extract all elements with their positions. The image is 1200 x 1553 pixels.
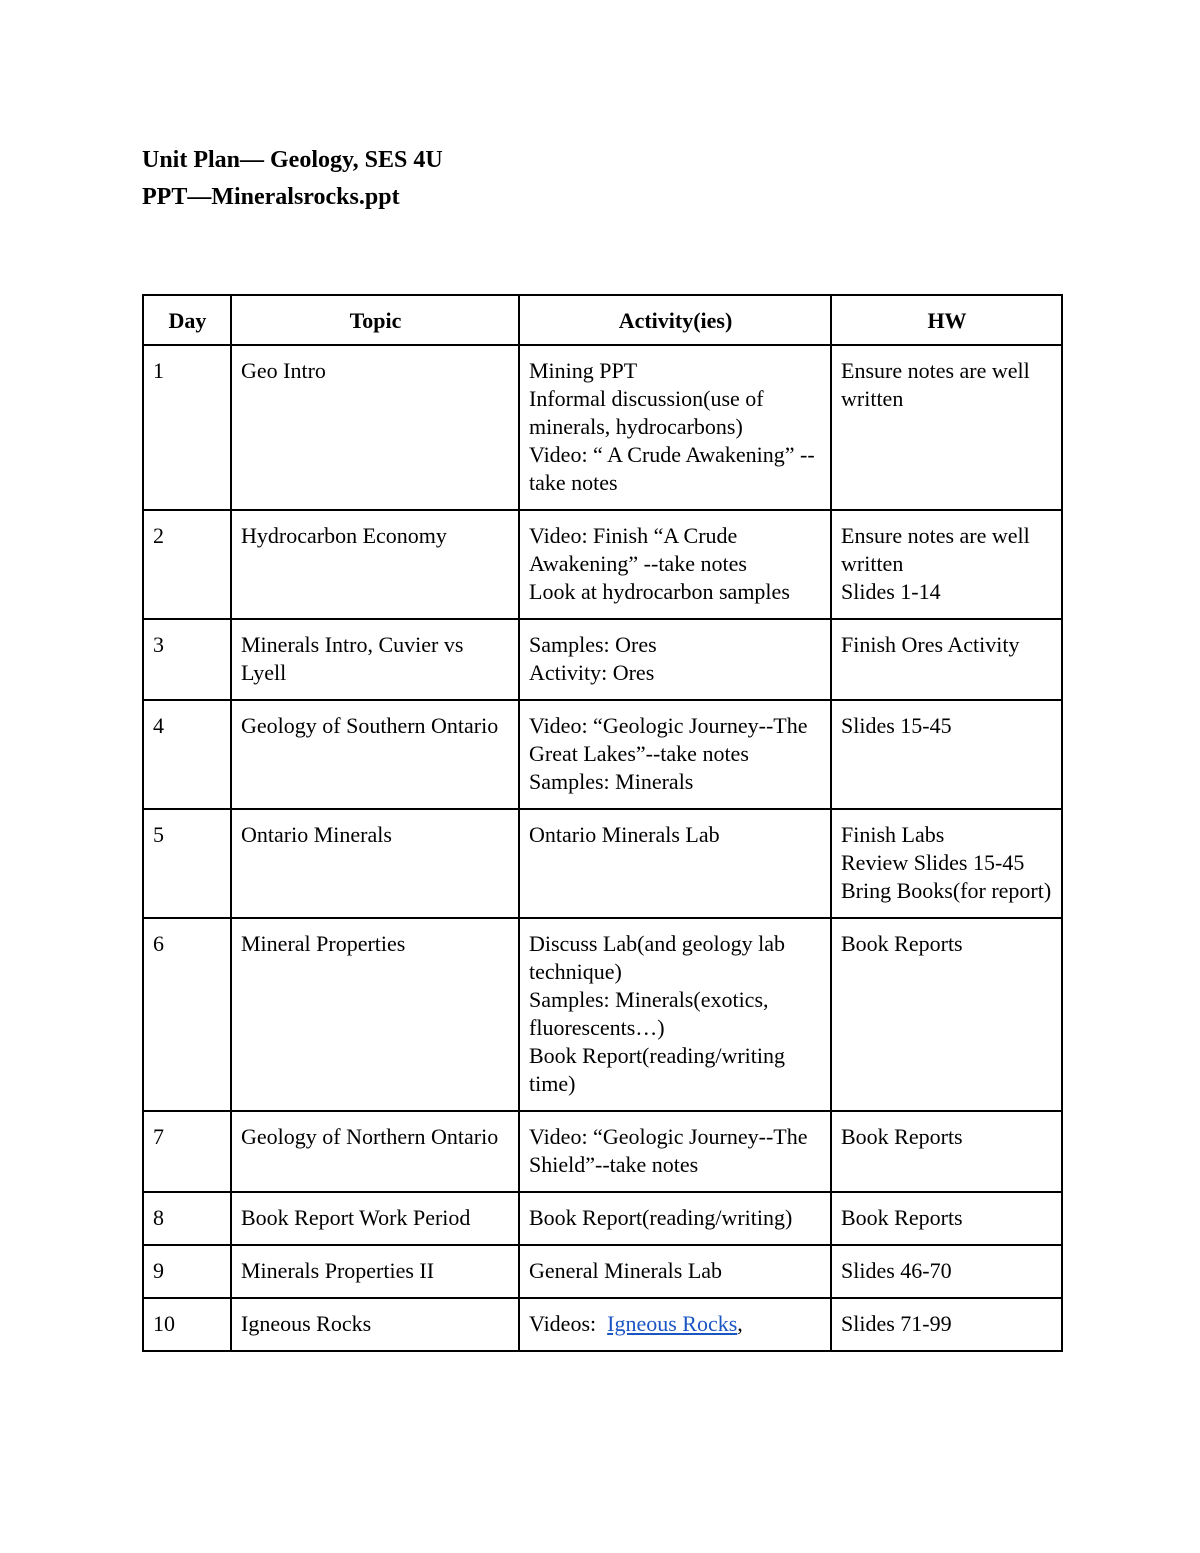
cell-activity xyxy=(519,619,831,700)
hw-line: Book Reports xyxy=(841,931,963,956)
table-row xyxy=(143,345,1062,510)
cell-day: 9 xyxy=(143,1245,231,1298)
cell-activity xyxy=(519,510,831,619)
activity-suffix: , xyxy=(737,1311,743,1336)
table-row xyxy=(143,1245,1062,1298)
table-row xyxy=(143,510,1062,619)
activity-line: Look at hydrocarbon samples xyxy=(529,579,790,604)
cell-activity xyxy=(519,1245,831,1298)
cell-topic: Hydrocarbon Economy xyxy=(231,510,519,619)
activity-line: Ontario Minerals Lab xyxy=(529,822,720,847)
cell-activity xyxy=(519,1192,831,1245)
hw-line: Bring Books(for report) xyxy=(841,878,1052,903)
cell-hw xyxy=(831,1298,1062,1351)
activity-line: Video: “ A Crude Awakening” --take notes xyxy=(529,442,815,495)
activity-line: General Minerals Lab xyxy=(529,1258,723,1283)
cell-day: 8 xyxy=(143,1192,231,1245)
table-row xyxy=(143,1298,1062,1351)
cell-hw xyxy=(831,1192,1062,1245)
cell-topic: Geo Intro xyxy=(231,345,519,510)
cell-activity xyxy=(519,700,831,809)
activity-line: Video: “Geologic Journey--The Shield”--take notes xyxy=(529,1124,808,1177)
cell-day: 5 xyxy=(143,809,231,918)
cell-topic: Geology of Southern Ontario xyxy=(231,700,519,809)
cell-hw xyxy=(831,619,1062,700)
activity-line: Mining PPT xyxy=(529,358,638,383)
document-subtitle: PPT—Mineralsrocks.ppt xyxy=(142,184,400,210)
cell-topic: Mineral Properties xyxy=(231,918,519,1111)
cell-hw xyxy=(831,510,1062,619)
table-header-row xyxy=(143,295,1062,345)
cell-topic: Book Report Work Period xyxy=(231,1192,519,1245)
table-row xyxy=(143,809,1062,918)
hw-line: Book Reports xyxy=(841,1124,963,1149)
document-heading xyxy=(142,142,443,216)
cell-activity xyxy=(519,1298,831,1351)
document-title: Unit Plan— Geology, SES 4U xyxy=(142,147,443,173)
activity-line: Video: Finish “A Crude Awakening” --take notes xyxy=(529,523,747,576)
cell-hw xyxy=(831,918,1062,1111)
cell-day: 4 xyxy=(143,700,231,809)
cell-topic: Minerals Intro, Cuvier vs Lyell xyxy=(231,619,519,700)
cell-day: 2 xyxy=(143,510,231,619)
hw-line: Finish Ores Activity xyxy=(841,632,1020,657)
cell-day: 3 xyxy=(143,619,231,700)
hw-line: Ensure notes are well written xyxy=(841,523,1030,576)
cell-hw xyxy=(831,1111,1062,1192)
activity-line: Discuss Lab(and geology lab technique) xyxy=(529,931,785,984)
igneous-rocks-video-link[interactable]: Igneous Rocks xyxy=(607,1311,738,1336)
cell-hw xyxy=(831,345,1062,510)
table-row xyxy=(143,918,1062,1111)
cell-topic: Geology of Northern Ontario xyxy=(231,1111,519,1192)
activity-line: Samples: Ores xyxy=(529,632,657,657)
cell-topic: Igneous Rocks xyxy=(231,1298,519,1351)
header-hw: HW xyxy=(831,295,1062,345)
hw-line: Slides 46-70 xyxy=(841,1258,952,1283)
activity-line: Samples: Minerals xyxy=(529,769,694,794)
activity-line: Book Report(reading/writing) xyxy=(529,1205,793,1230)
hw-line: Slides 71-99 xyxy=(841,1311,952,1336)
cell-hw xyxy=(831,700,1062,809)
activity-line: Video: “Geologic Journey--The Great Lakes”--take notes xyxy=(529,713,808,766)
activity-line: Informal discussion(use of minerals, hydrocarbons) xyxy=(529,386,764,439)
cell-hw xyxy=(831,1245,1062,1298)
cell-activity xyxy=(519,1111,831,1192)
cell-day: 7 xyxy=(143,1111,231,1192)
hw-line: Book Reports xyxy=(841,1205,963,1230)
table-row xyxy=(143,1111,1062,1192)
cell-topic: Minerals Properties II xyxy=(231,1245,519,1298)
activity-line: Book Report(reading/writing time) xyxy=(529,1043,786,1096)
table-row xyxy=(143,700,1062,809)
activity-line: Activity: Ores xyxy=(529,660,655,685)
cell-activity xyxy=(519,345,831,510)
hw-line: Slides 1-14 xyxy=(841,579,941,604)
cell-hw xyxy=(831,809,1062,918)
header-activity: Activity(ies) xyxy=(519,295,831,345)
cell-day: 1 xyxy=(143,345,231,510)
unit-plan-table xyxy=(142,294,1063,1352)
hw-line: Review Slides 15-45 xyxy=(841,850,1025,875)
table-row xyxy=(143,619,1062,700)
hw-line: Ensure notes are well written xyxy=(841,358,1030,411)
cell-day: 10 xyxy=(143,1298,231,1351)
header-day: Day xyxy=(143,295,231,345)
cell-activity xyxy=(519,918,831,1111)
cell-day: 6 xyxy=(143,918,231,1111)
table-row xyxy=(143,1192,1062,1245)
cell-topic: Ontario Minerals xyxy=(231,809,519,918)
cell-activity xyxy=(519,809,831,918)
header-topic: Topic xyxy=(231,295,519,345)
hw-line: Slides 15-45 xyxy=(841,713,952,738)
hw-line: Finish Labs xyxy=(841,822,945,847)
activity-prefix: Videos: xyxy=(529,1311,608,1336)
activity-line: Samples: Minerals(exotics, fluorescents…) xyxy=(529,987,769,1040)
